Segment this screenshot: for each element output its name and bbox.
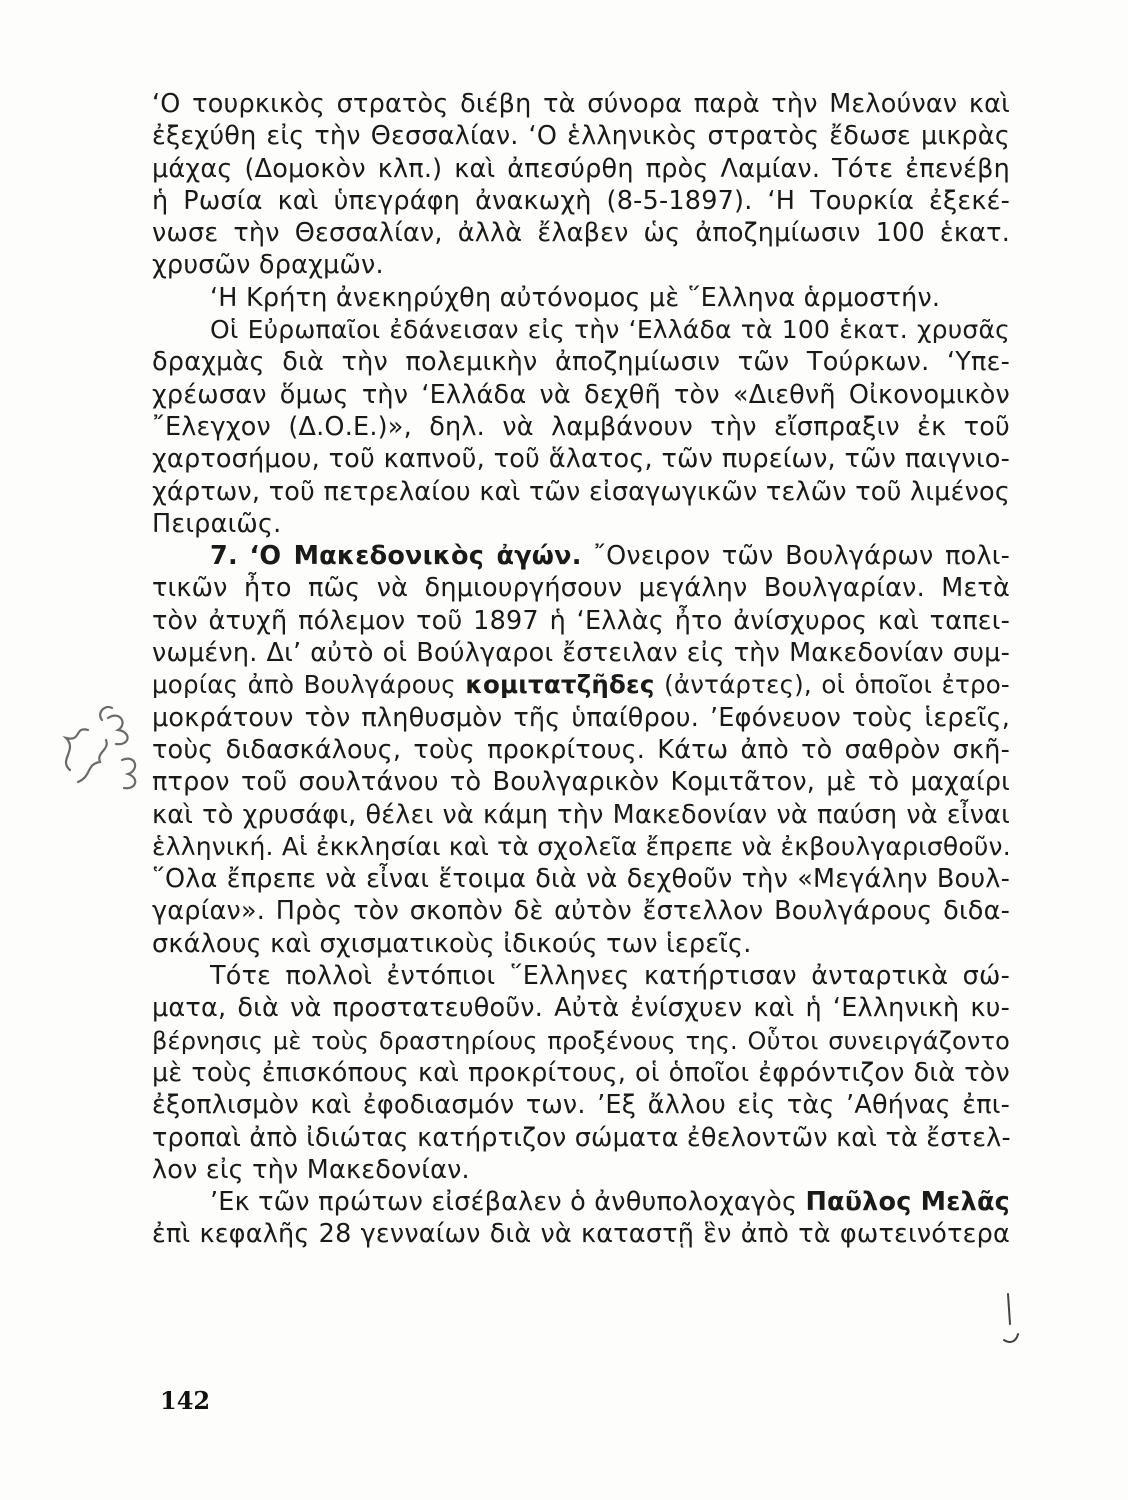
text-line: καὶ τὸ χρυσάφι, θέλει νὰ κάμη τὴν Μακεδονίαν νὰ παύση νὰ εἶναι: [152, 799, 1010, 830]
section-heading-line: [152, 540, 1010, 572]
text-line: χρέωσαν ὅμως τὴν ‘Ελλάδα νὰ δεχθῆ τὸν «Διεθνῆ Οἰκονομικὸν: [152, 379, 1010, 410]
text-line: ἑλληνική. Αἱ ἐκκλησίαι καὶ τὰ σχολεῖα ἔπρεπε νὰ ἐκβουλγαρισθοῦν.: [152, 831, 1011, 861]
text-line: ἡ Ρωσία καὶ ὑπεγράφη ἀνακωχὴ (8-5-1897). ‘Η Τουρκία ἐξεκέ-: [152, 185, 1010, 216]
bold-name: Παῦλος Μελᾶς: [805, 1187, 1010, 1218]
text-line: γαρίαν». Πρὸς τὸν σκοπὸν δὲ αὐτὸν ἔστελλον Βουλγάρους διδα-: [152, 896, 1010, 927]
text-line: ῞Ολα ἔπρεπε νὰ εἶναι ἕτοιμα διὰ νὰ δεχθοῦν τὴν «Μεγάλην Βουλ-: [152, 864, 1010, 895]
text-line: χρυσῶν δραχμῶν.: [152, 250, 384, 281]
bold-term: κομιτατζῆδες: [465, 670, 655, 700]
text-line: μάχας (Δομοκὸν κλπ.) καὶ ἀπεσύρθη πρὸς Λαμίαν. Τότε ἐπενέβη: [152, 153, 1010, 184]
text-line: σκάλους καὶ σχισματικοὺς ἰδικούς των ἱερεῖς.: [152, 928, 752, 959]
text-line: ῎Ελεγχον (Δ.Ο.Ε.)», δηλ. νὰ λαμβάνουν τὴν εἴσπραξιν ἐκ τοῦ: [152, 411, 1010, 442]
text-line: Τότε πολλοὶ ἐντόπιοι ῞Ελληνες κατήρτισαν ἀνταρτικὰ σώ-: [210, 961, 1010, 992]
text-line-komitatzides: [152, 669, 1010, 701]
text-line: ματα, διὰ νὰ προστατευθοῦν. Αὐτὰ ἐνίσχυεν καὶ ἡ ‘Ελληνικὴ κυ-: [152, 993, 1010, 1024]
text-line: τὸν ἀτυχῆ πόλεμον τοῦ 1897 ἡ ‘Ελλὰς ἦτο ἀνίσχυρος καὶ ταπει-: [152, 605, 1010, 636]
text-span: ’Εκ τῶν πρώτων εἰσέβαλεν ὁ ἀνθυπολοχαγὸς: [210, 1187, 798, 1218]
text-line: μοκράτουν τὸν πληθυσμὸν τῆς ὑπαίθρου. ’Εφόνευον τοὺς ἱερεῖς,: [152, 702, 1010, 733]
text-line: ἐπὶ κεφαλῆς 28 γενναίων διὰ νὰ καταστῇ ἓν ἀπὸ τὰ φωτεινότερα: [152, 1219, 1010, 1250]
text-line: τροπαὶ ἀπὸ ἰδιώτας κατήρτιζον σώματα ἐθελοντῶν καὶ τὰ ἔστελ-: [152, 1122, 1011, 1153]
page-number: 142: [160, 1386, 211, 1415]
text-line-melas: [152, 1186, 1010, 1218]
section-number: 7.: [210, 541, 238, 572]
handwritten-margin-note-icon: [48, 690, 158, 800]
text-line: Πειραιῶς.: [152, 508, 282, 539]
text-line: βέρνησις μὲ τοὺς δραστηρίους προξένους της. Οὗτοι συνειργάζοντο: [152, 1026, 1010, 1055]
pencil-edge-mark-icon: [996, 1290, 1026, 1360]
text-span: μορίας ἀπὸ Βουλγάρους: [152, 670, 456, 700]
text-line: ἐξεχύθη εἰς τὴν Θεσσαλίαν. ‘Ο ἑλληνικὸς στρατὸς ἔδωσε μικρὰς: [152, 121, 1010, 152]
text-line: τοὺς διδασκάλους, τοὺς προκρίτους. Κάτω ἀπὸ τὸ σαθρὸν σκῆ-: [152, 734, 1010, 765]
text-line: χαρτοσήμου, τοῦ καπνοῦ, τοῦ ἅλατος, τῶν πυρείων, τῶν παιγνιο-: [152, 444, 1010, 475]
text-line: δραχμὰς διὰ τὴν πολεμικὴν ἀποζημίωσιν τῶν Τούρκων. ‘Υπε-: [152, 347, 1010, 378]
text-line: μὲ τοὺς ἐπισκόπους καὶ προκρίτους, οἱ ὁποῖοι ἐφρόντιζον διὰ τὸν: [152, 1057, 1010, 1088]
text-line: λον εἰς τὴν Μακεδονίαν.: [152, 1154, 470, 1185]
text-span: (ἀντάρτες), οἱ ὁποῖοι ἐτρο-: [664, 670, 1010, 700]
text-line: ‘Ο τουρκικὸς στρατὸς διέβη τὰ σύνορα παρὰ τὴν Μελούναν καὶ: [152, 89, 1010, 119]
text-line: χάρτων, τοῦ πετρελαίου καὶ τῶν εἰσαγωγικῶν τελῶν τοῦ λιμένος: [152, 476, 1010, 507]
text-line: πτρον τοῦ σουλτάνου τὸ Βουλγαρικὸν Κομιτᾶτον, μὲ τὸ μαχαίρι: [152, 767, 1010, 798]
text-line: ‘Η Κρήτη ἀνεκηρύχθη αὐτόνομος μὲ ῞Ελληνα ἁρμοστήν.: [210, 282, 941, 313]
section-first-line: ῎Ονειρον τῶν Βουλγάρων πολι-: [593, 541, 1010, 572]
text-line: ἐξοπλισμὸν καὶ ἐφοδιασμόν των. ’Εξ ἄλλου εἰς τὰς ’Αθήνας ἐπι-: [152, 1090, 1010, 1121]
section-title: ‘Ο Μακεδονικὸς ἀγών.: [249, 541, 582, 572]
text-line: νωμένη. Δι’ αὐτὸ οἱ Βούλγαροι ἔστειλαν εἰς τὴν Μακεδονίαν συμ-: [152, 638, 1010, 669]
text-line: Οἱ Εὐρωπαῖοι ἐδάνεισαν εἰς τὴν ‘Ελλάδα τὰ 100 ἑκατ. χρυσᾶς: [210, 315, 1010, 345]
text-line: τικῶν ἦτο πῶς νὰ δημιουργήσουν μεγάλην Βουλγαρίαν. Μετὰ: [152, 573, 1010, 604]
text-line: νωσε τὴν Θεσσαλίαν, ἀλλὰ ἔλαβεν ὡς ἀποζημίωσιν 100 ἑκατ.: [152, 218, 1010, 249]
body-text: [152, 88, 1010, 1251]
